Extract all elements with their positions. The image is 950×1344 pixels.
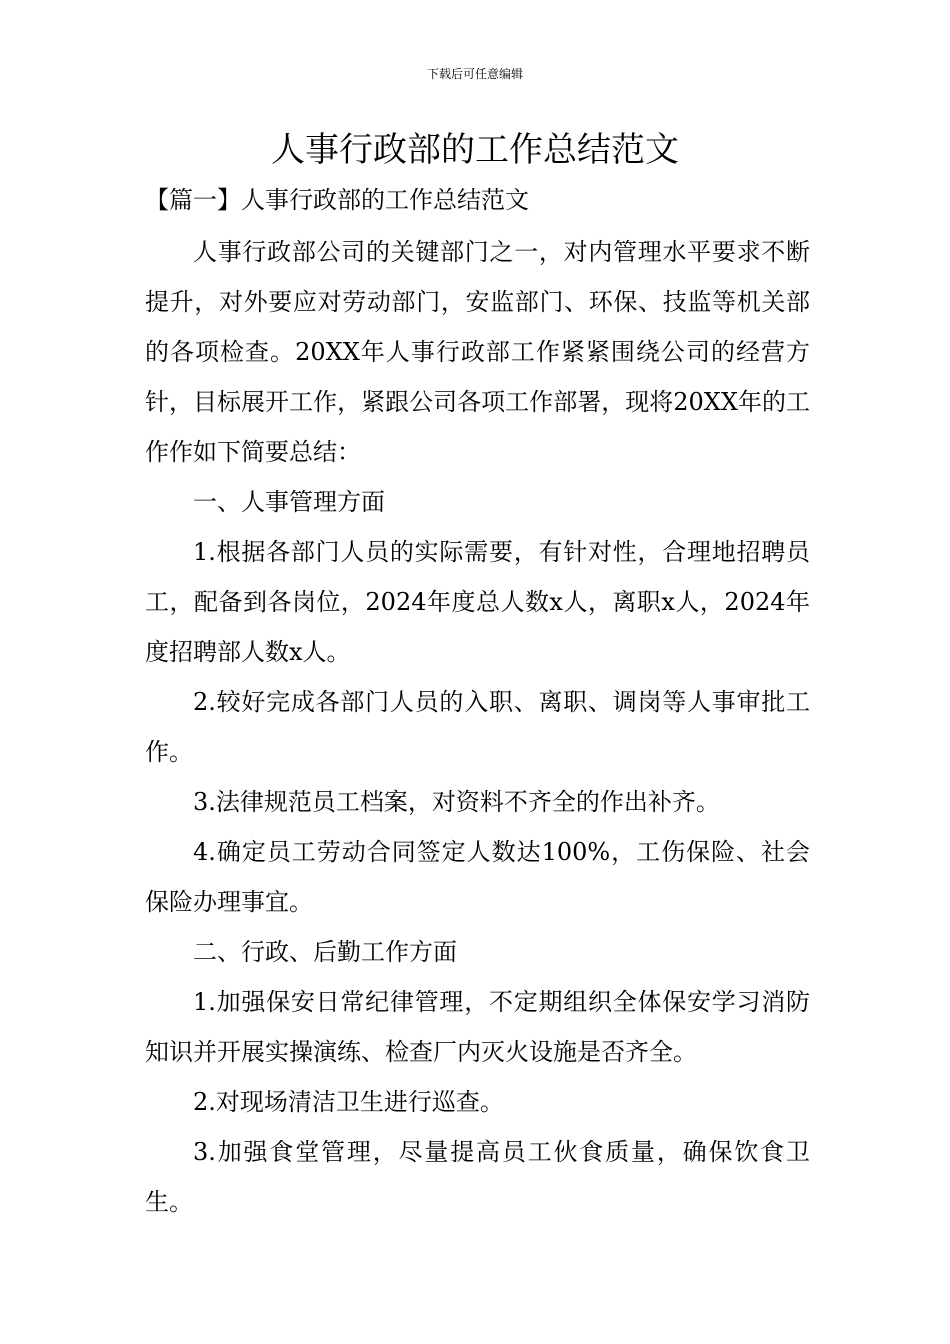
list-item-recruitment: 1.根据各部门人员的实际需要，有针对性，合理地招聘员工，配备到各岗位，2024年度总人数x人，离职x人，2024年度招聘部人数x人。 bbox=[145, 538, 810, 666]
list-item-canteen: 3.加强食堂管理，尽量提高员工伙食质量，确保饮食卫生。 bbox=[145, 1138, 810, 1216]
section-heading: 【篇一】人事行政部的工作总结范文 bbox=[145, 186, 529, 214]
document-body bbox=[145, 227, 810, 1227]
list-item-contracts: 4.确定员工劳动合同签定人数达100%，工伤保险、社会保险办理事宜。 bbox=[145, 838, 810, 916]
list-item-approval: 2.较好完成各部门人员的入职、离职、调岗等人事审批工作。 bbox=[145, 688, 810, 766]
subheading-personnel: 一、人事管理方面 bbox=[193, 488, 385, 516]
list-item-cleaning: 2.对现场清洁卫生进行巡查。 bbox=[193, 1088, 504, 1116]
list-item-security: 1.加强保安日常纪律管理，不定期组织全体保安学习消防知识并开展实操演练、检查厂内灭火设施是否齐全。 bbox=[145, 988, 810, 1066]
intro-paragraph: 人事行政部公司的关键部门之一，对内管理水平要求不断提升，对外要应对劳动部门，安监部门、环保、技监等机关部的各项检查。20XX年人事行政部工作紧紧围绕公司的经营方针，目标展开工作，紧跟公司各项工作部署，现将20XX年的工作作如下简要总结： bbox=[145, 238, 810, 466]
list-item-archives: 3.法律规范员工档案，对资料不齐全的作出补齐。 bbox=[193, 788, 720, 816]
document-title: 人事行政部的工作总结范文 bbox=[271, 130, 679, 170]
subheading-administration: 二、行政、后勤工作方面 bbox=[193, 938, 457, 966]
page-header-note: 下载后可任意编辑 bbox=[426, 67, 523, 81]
